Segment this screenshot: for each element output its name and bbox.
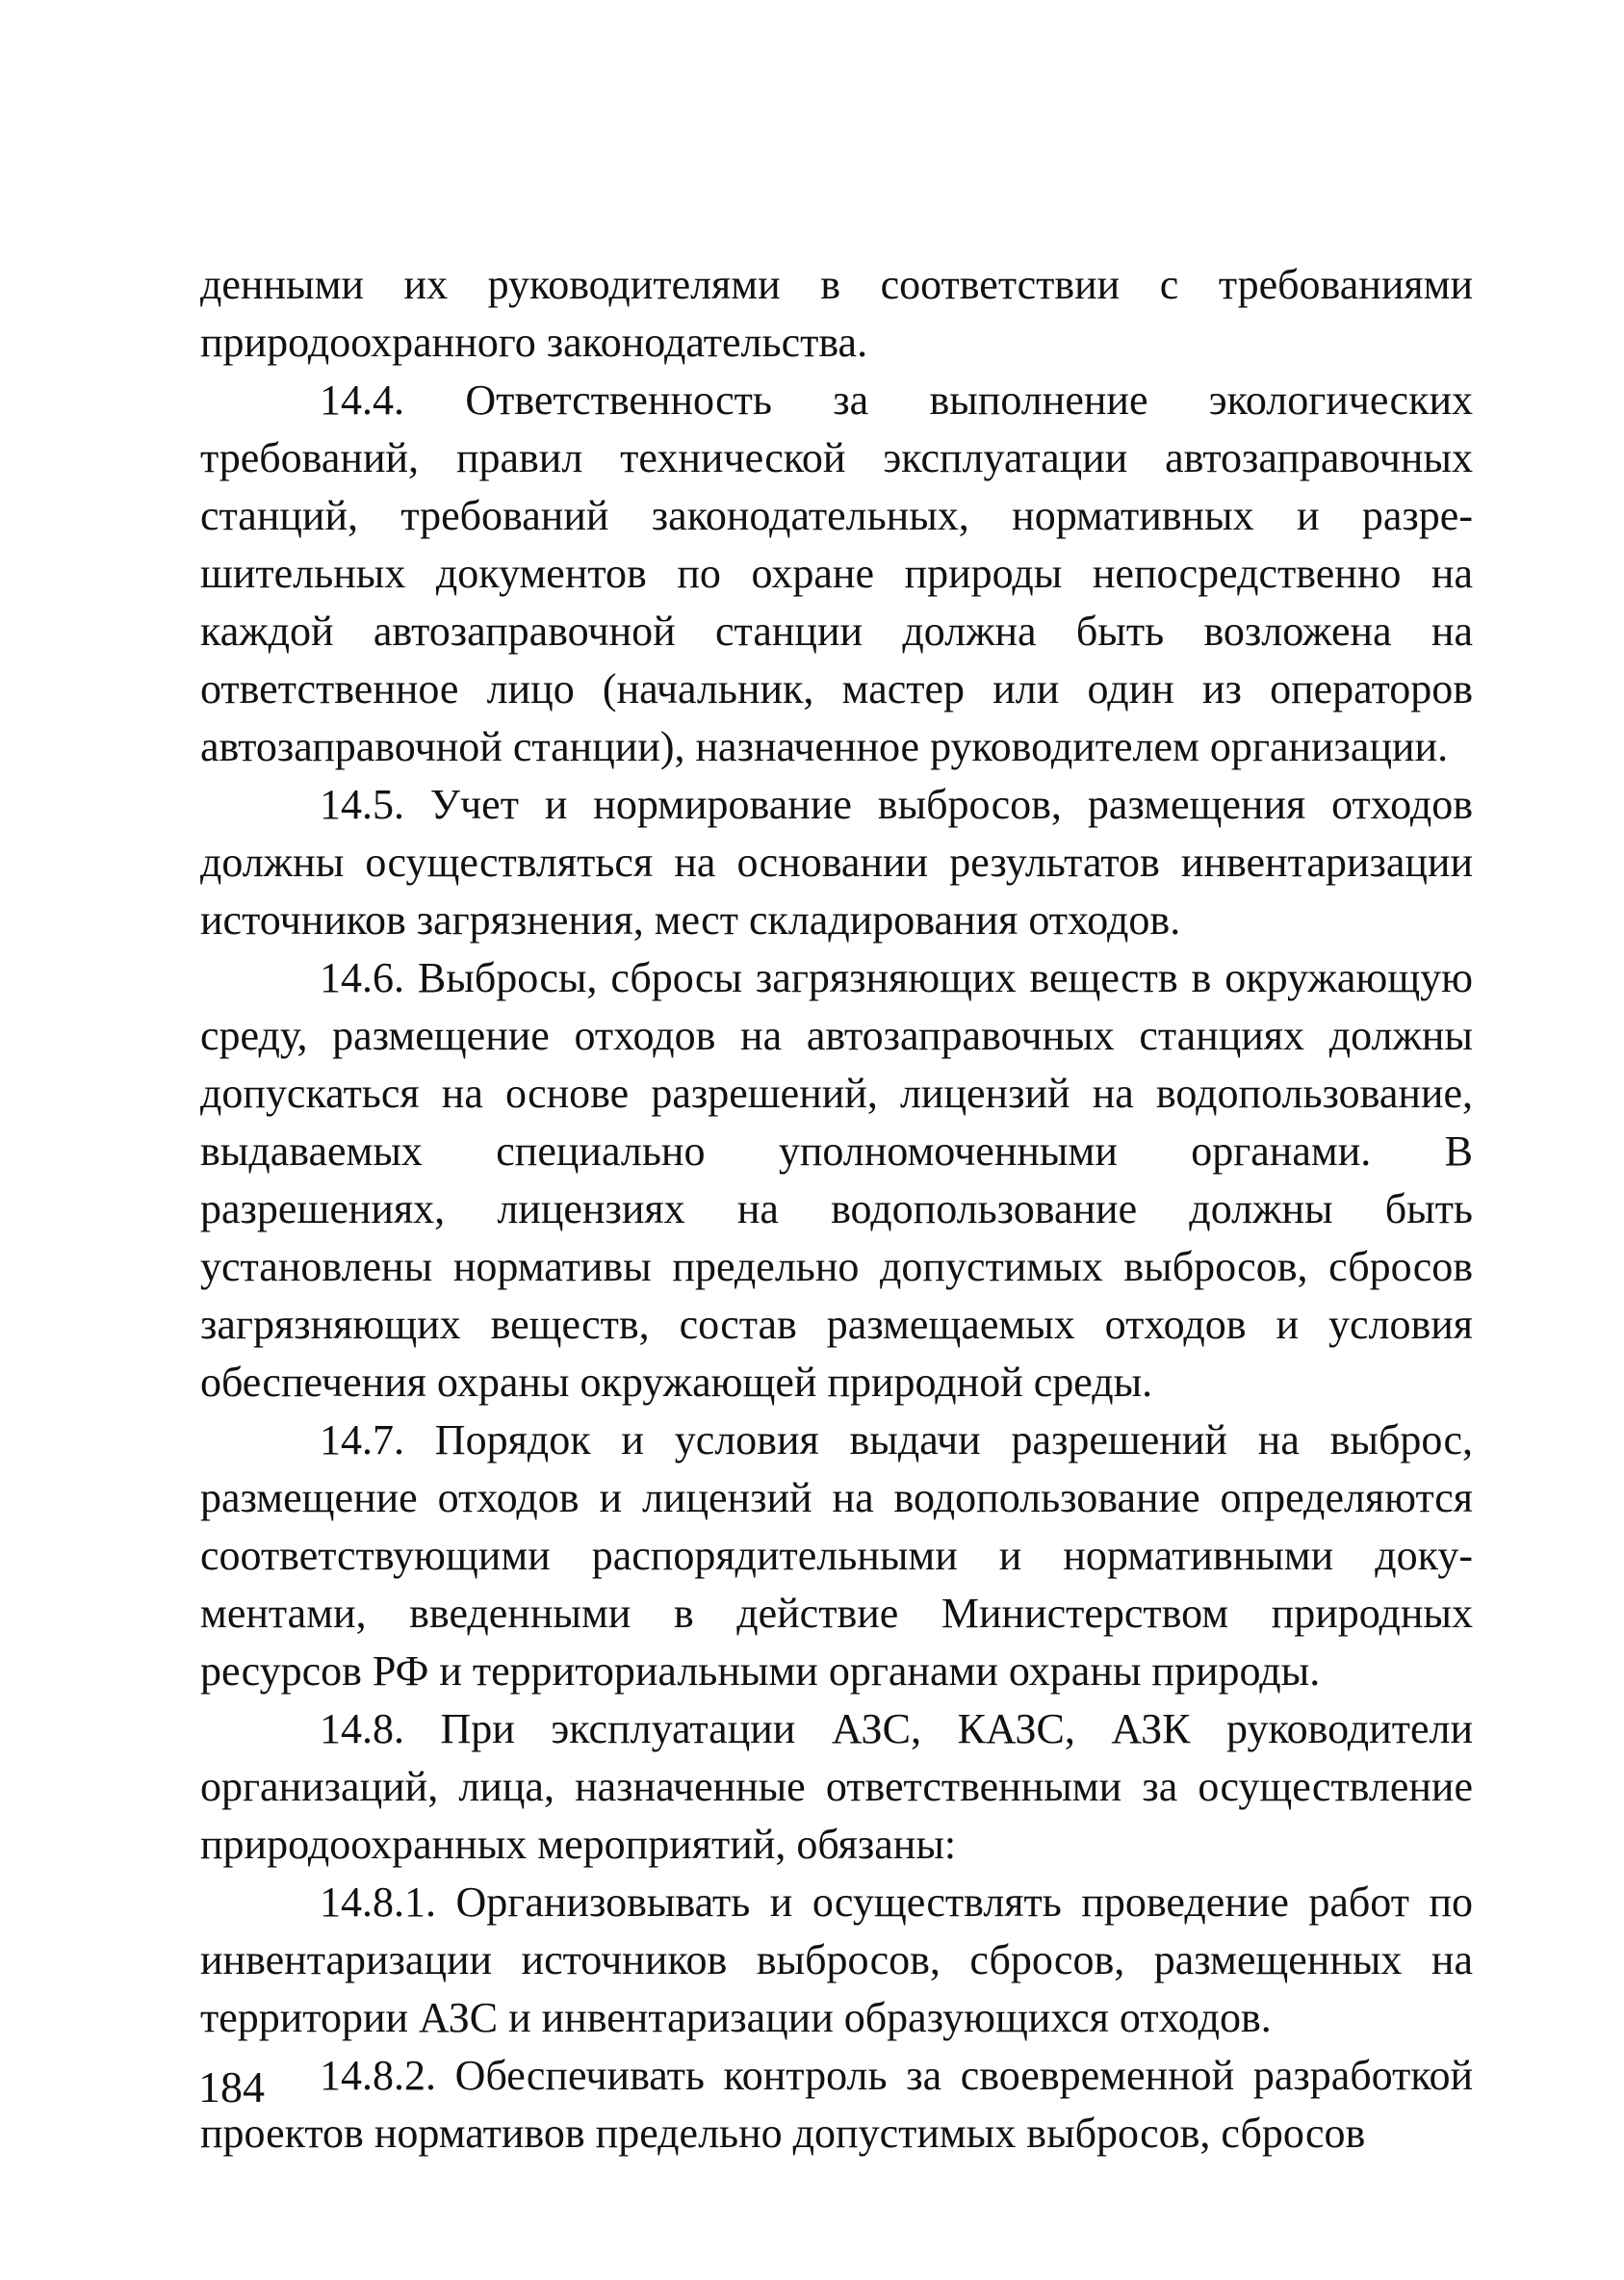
- body-text: [200, 256, 1473, 2163]
- paragraph-continuation: денными их руководителями в соответствии с требованиями природоохранного законодательства.: [200, 261, 1473, 366]
- paragraph-14-8-2: 14.8.2. Обеспечивать контроль за своевременной разработкой проектов нормативов предельно допустимых выбросов, сбросов: [200, 2052, 1473, 2157]
- paragraph-14-8-1: 14.8.1. Организовывать и осуществлять проведение работ по инвентаризации источников выбросов, сбросов, размещенных на территории АЗС и инвентаризации образующихся отходов.: [200, 1878, 1473, 2041]
- paragraph-14-5: 14.5. Учет и нормирование выбросов, размещения отходов должны осуществляться на основании результатов инвентаризации источников загрязнения, мест складирования отходов.: [200, 781, 1473, 944]
- page-number: 184: [198, 2062, 265, 2112]
- paragraph-14-7: 14.7. Порядок и условия выдачи разрешений на выброс, размещение отходов и лицензий на водопользование определяются соответствующими распорядительными и нормативными документами, введенными в действие Министерством природных ресурсов РФ и территориальными органами охраны природы.: [200, 1416, 1473, 1695]
- paragraph-14-6: 14.6. Выбросы, сбросы загрязняющих веществ в окружающую среду, размещение отходов на автозаправочных станциях должны допускаться на основе разрешений, лицензий на водопользование, выдаваемых специально уполномоченными органами. В разрешениях, лицензиях на водопользование должны быть установлены нормативы предельно допустимых выбросов, сбросов загрязняющих веществ, состав размещаемых отходов и условия обеспечения охраны окружающей природной среды.: [200, 954, 1473, 1406]
- paragraph-14-4: 14.4. Ответственность за выполнение экологических требований, правил технической эксплуатации автозаправочных станций, требований законодательных, нормативных и разрешительных документов по охране природы непосредственно на каждой автозаправочной станции должна быть возложена на ответственное лицо (начальник, мастер или один из операторов автозаправочной станции), назначенное руководителем организации.: [200, 376, 1473, 770]
- paragraph-14-8: 14.8. При эксплуатации АЗС, КАЗС, АЗК руководители организаций, лица, назначенные ответственными за осуществление природоохранных мероприятий, обязаны:: [200, 1705, 1473, 1868]
